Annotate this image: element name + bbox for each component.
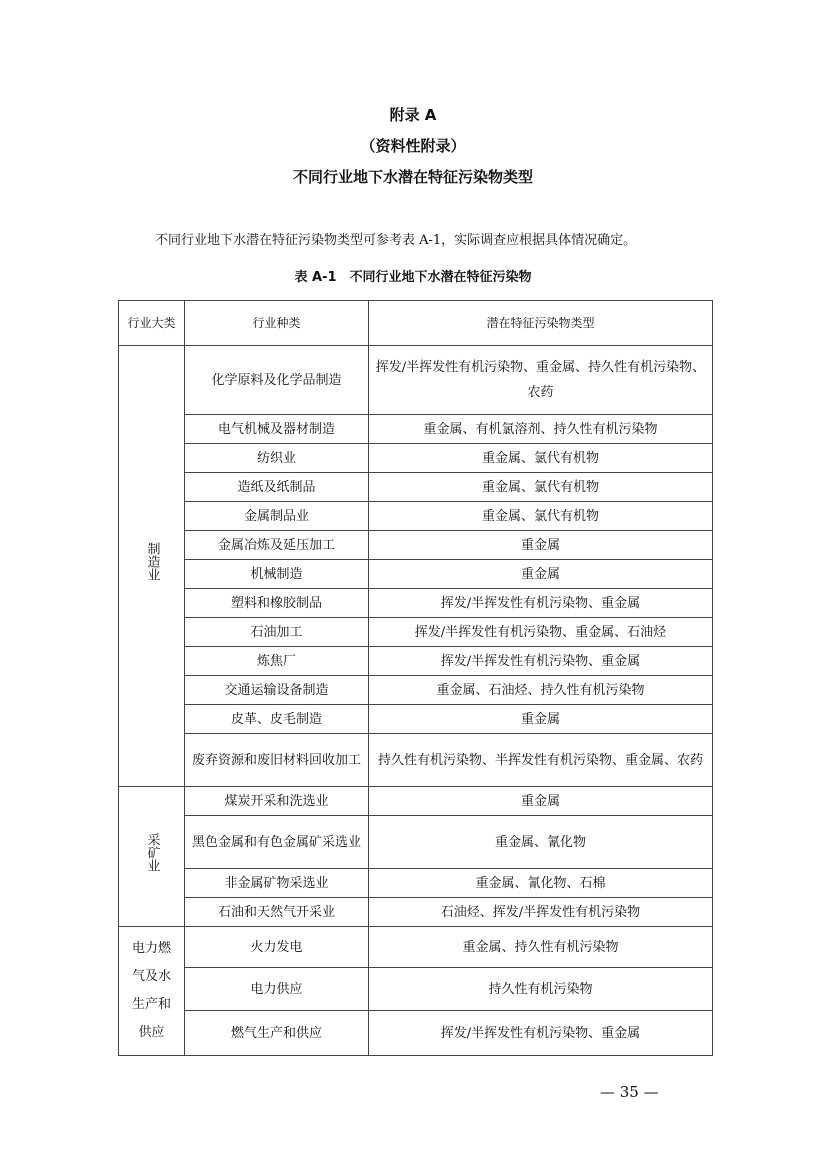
pollutant-cell: 重金属、石油烃、持久性有机污染物	[369, 676, 713, 705]
table-row	[119, 898, 713, 927]
table-row	[119, 531, 713, 560]
appendix-nature: （资料性附录）	[360, 137, 466, 155]
industry-type-cell: 交通运输设备制造	[185, 676, 369, 705]
table-row	[119, 816, 713, 869]
pollutant-cell: 挥发/半挥发性有机污染物、重金属	[369, 647, 713, 676]
pollutant-cell: 重金属、氰化物、石棉	[369, 869, 713, 898]
industry-type-cell: 煤炭开采和洗选业	[185, 787, 369, 816]
industry-type-cell: 废弃资源和废旧材料回收加工	[185, 734, 369, 787]
pollutant-cell: 重金属、有机氯溶剂、持久性有机污染物	[369, 415, 713, 444]
industry-type-cell: 炼焦厂	[185, 647, 369, 676]
pollutant-cell: 挥发/半挥发性有机污染物、重金属	[369, 1011, 713, 1056]
pollutant-cell: 挥发/半挥发性有机污染物、重金属、石油烃	[369, 618, 713, 647]
table-row	[119, 705, 713, 734]
header-pollutant-type: 潜在特征污染物类型	[369, 301, 713, 346]
table-row	[119, 1011, 713, 1056]
industry-type-cell: 非金属矿物采选业	[185, 869, 369, 898]
pollutant-cell: 石油烃、挥发/半挥发性有机污染物	[369, 898, 713, 927]
table-header-row	[119, 301, 713, 346]
pollutant-cell: 重金属、氯代有机物	[369, 473, 713, 502]
pollutant-cell: 重金属、持久性有机污染物	[369, 927, 713, 968]
industry-type-cell: 石油加工	[185, 618, 369, 647]
table-row	[119, 927, 713, 968]
category-label: 电力燃气及水生产和供应	[132, 941, 172, 1040]
industry-type-cell: 纺织业	[185, 444, 369, 473]
table-row	[119, 618, 713, 647]
table-row	[119, 647, 713, 676]
table-caption: 表 A-1 不同行业地下水潜在特征污染物	[294, 270, 532, 285]
table-body	[119, 346, 713, 1056]
page-number: — 35 —	[600, 1083, 659, 1101]
pollutant-cell: 挥发/半挥发性有机污染物、重金属、持久性有机污染物、农药	[369, 346, 713, 415]
table-row	[119, 589, 713, 618]
industry-type-cell: 金属制品业	[185, 502, 369, 531]
industry-type-cell: 电力供应	[185, 968, 369, 1011]
category-label: 制造业	[144, 542, 160, 581]
pollutant-cell: 重金属、氯代有机物	[369, 444, 713, 473]
pollutant-cell: 持久性有机污染物、半挥发性有机污染物、重金属、农药	[369, 734, 713, 787]
industry-type-cell: 造纸及纸制品	[185, 473, 369, 502]
pollutant-cell: 重金属	[369, 531, 713, 560]
appendix-title: 不同行业地下水潜在特征污染物类型	[292, 168, 533, 186]
industry-type-cell: 黑色金属和有色金属矿采选业	[185, 816, 369, 869]
industry-type-cell: 机械制造	[185, 560, 369, 589]
header-category: 行业大类	[119, 301, 185, 346]
pollutant-cell: 持久性有机污染物	[369, 968, 713, 1011]
industry-type-cell: 燃气生产和供应	[185, 1011, 369, 1056]
pollutant-table	[118, 300, 713, 1056]
industry-type-cell: 皮革、皮毛制造	[185, 705, 369, 734]
pollutant-cell: 挥发/半挥发性有机污染物、重金属	[369, 589, 713, 618]
category-cell	[119, 927, 185, 1056]
pollutant-cell: 重金属	[369, 560, 713, 589]
pollutant-cell: 重金属、氰化物	[369, 816, 713, 869]
industry-type-cell: 金属冶炼及延压加工	[185, 531, 369, 560]
table-row	[119, 734, 713, 787]
table-row	[119, 346, 713, 415]
pollutant-cell: 重金属	[369, 705, 713, 734]
table-row	[119, 560, 713, 589]
industry-type-cell: 石油和天然气开采业	[185, 898, 369, 927]
pollutant-cell: 重金属、氯代有机物	[369, 502, 713, 531]
category-label: 采矿业	[144, 832, 160, 872]
appendix-label: 附录 A	[389, 106, 437, 124]
industry-type-cell: 电气机械及器材制造	[185, 415, 369, 444]
industry-type-cell: 火力发电	[185, 927, 369, 968]
table-row	[119, 787, 713, 816]
category-cell	[119, 787, 185, 927]
pollutant-cell: 重金属	[369, 787, 713, 816]
category-cell	[119, 346, 185, 787]
industry-type-cell: 化学原料及化学品制造	[185, 346, 369, 415]
table-row	[119, 676, 713, 705]
table-row	[119, 415, 713, 444]
industry-type-cell: 塑料和橡胶制品	[185, 589, 369, 618]
table-row	[119, 869, 713, 898]
table-row	[119, 444, 713, 473]
intro-paragraph: 不同行业地下水潜在特征污染物类型可参考表 A-1，实际调查应根据具体情况确定。	[155, 233, 637, 248]
table-row	[119, 968, 713, 1011]
table-row	[119, 502, 713, 531]
table-row	[119, 473, 713, 502]
header-industry-type: 行业种类	[185, 301, 369, 346]
